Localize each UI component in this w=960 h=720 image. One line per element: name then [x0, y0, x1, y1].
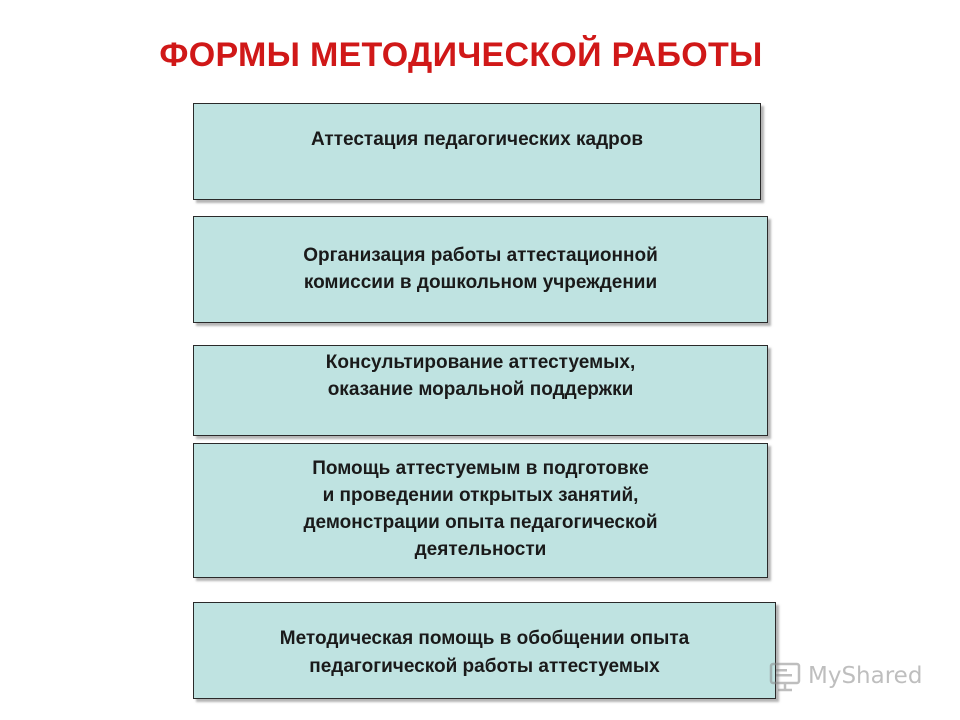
presentation-screen-icon: [768, 659, 802, 693]
watermark: [768, 656, 922, 696]
method-box-open-lessons: [193, 443, 768, 578]
method-box-attestation: [193, 103, 761, 200]
box-line: Аттестация педагогических кадров: [310, 129, 644, 150]
box-line: Помощь аттестуемым в подготовке: [312, 458, 649, 479]
box-line: Консультирование аттестуемых,: [325, 352, 636, 373]
box-line: демонстрации опыта педагогической: [303, 512, 658, 533]
box-line: оказание моральной поддержки: [327, 379, 634, 400]
box-line: Методическая помощь в обобщении опыта: [279, 628, 690, 649]
box-line: и проведении открытых занятий,: [322, 485, 639, 506]
box-line: комиссии в дошкольном учреждении: [303, 272, 658, 293]
method-box-consulting: [193, 345, 768, 436]
watermark-text: MyShared: [808, 663, 923, 689]
method-box-experience: [193, 602, 776, 699]
page-title: ФОРМЫ МЕТОДИЧЕСКОЙ РАБОТЫ: [159, 36, 763, 74]
method-box-commission: [193, 216, 768, 323]
box-line: Организация работы аттестационной: [303, 245, 658, 266]
box-line: деятельности: [414, 539, 547, 560]
box-line: педагогической работы аттестуемых: [309, 656, 660, 677]
